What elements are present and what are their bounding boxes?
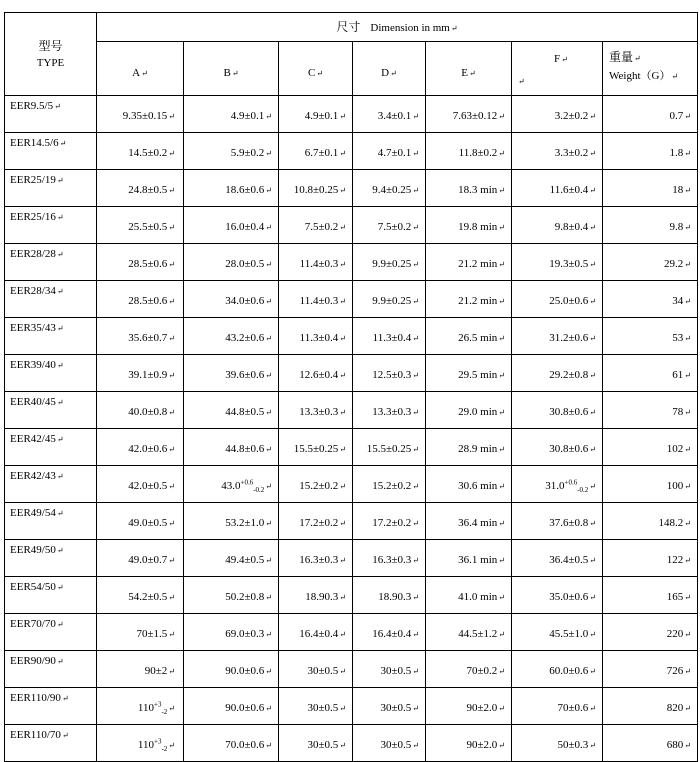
value-cell-d: 12.5±0.3↵ [353,355,426,392]
value-cell-b: 5.9±0.2↵ [184,133,279,170]
type-cell: EER9.5/5↵ [5,96,97,133]
value-cell-a: 49.0±0.7↵ [97,540,184,577]
header-row-1 [5,13,698,42]
table-row [5,355,698,392]
value-cell-c: 4.9±0.1↵ [279,96,353,133]
value-cell-w: 148.2↵ [603,503,698,540]
value-cell-b: 28.0±0.5↵ [184,244,279,281]
value-cell-c: 30±0.5↵ [279,688,353,725]
value-cell-c: 30±0.5↵ [279,651,353,688]
value-cell-c: 11.4±0.3↵ [279,281,353,318]
value-cell-a: 14.5±0.2↵ [97,133,184,170]
type-cell: EER49/50↵ [5,540,97,577]
value-cell-w: 102↵ [603,429,698,466]
table-row [5,651,698,688]
value-cell-c: 11.3±0.4↵ [279,318,353,355]
value-cell-d: 9.9±0.25↵ [353,244,426,281]
value-cell-w: 53↵ [603,318,698,355]
type-cell: EER42/43↵ [5,466,97,503]
value-cell-b: 39.6±0.6↵ [184,355,279,392]
type-cell: EER25/16↵ [5,207,97,244]
value-cell-c: 10.8±0.25↵ [279,170,353,207]
table-row [5,429,698,466]
value-cell-e: 29.5 min↵ [426,355,512,392]
value-cell-c: 16.4±0.4↵ [279,614,353,651]
value-cell-e: 90±2.0↵ [426,725,512,762]
value-cell-f: 19.3±0.5↵ [512,244,603,281]
type-cell: EER35/43↵ [5,318,97,355]
table-row [5,725,698,762]
value-cell-a: 90±2↵ [97,651,184,688]
type-cell: EER39/40↵ [5,355,97,392]
table-row [5,318,698,355]
type-cell: EER49/54↵ [5,503,97,540]
value-cell-e: 18.3 min↵ [426,170,512,207]
value-cell-w: 78↵ [603,392,698,429]
value-cell-c: 15.2±0.2↵ [279,466,353,503]
value-cell-w: 122↵ [603,540,698,577]
value-cell-f: 37.6±0.8↵ [512,503,603,540]
value-cell-f: 45.5±1.0↵ [512,614,603,651]
type-header-en: TYPE [36,56,65,69]
value-cell-w: 1.8↵ [603,133,698,170]
value-cell-e: 21.2 min↵ [426,281,512,318]
value-cell-c: 17.2±0.2↵ [279,503,353,540]
value-cell-b: 4.9±0.1↵ [184,96,279,133]
type-cell: EER110/70↵ [5,725,97,762]
value-cell-a: 49.0±0.5↵ [97,503,184,540]
value-cell-d: 13.3±0.3↵ [353,392,426,429]
value-cell-c: 15.5±0.25↵ [279,429,353,466]
col-header-f: F↵ ↵ [512,42,603,96]
value-cell-f: $31.0^{+0.6}_{-0.2}↵$ [512,466,603,503]
value-cell-f: 60.0±0.6↵ [512,651,603,688]
table-row [5,540,698,577]
table-row [5,392,698,429]
value-cell-w: 61↵ [603,355,698,392]
value-cell-b: 44.8±0.6↵ [184,429,279,466]
table-row [5,503,698,540]
type-cell: EER28/34↵ [5,281,97,318]
value-cell-b: 34.0±0.6↵ [184,281,279,318]
value-cell-c: 11.4±0.3↵ [279,244,353,281]
value-cell-a: $110^{+3}_{-2}↵$ [97,725,184,762]
type-cell: EER28/28↵ [5,244,97,281]
value-cell-e: 30.6 min↵ [426,466,512,503]
type-header [5,13,97,96]
value-cell-c: 13.3±0.3↵ [279,392,353,429]
value-cell-f: 70±0.6↵ [512,688,603,725]
type-cell: EER110/90↵ [5,688,97,725]
value-cell-d: 30±0.5↵ [353,651,426,688]
value-cell-w: 220↵ [603,614,698,651]
table-row [5,244,698,281]
col-header-d: D↵ [353,42,426,96]
value-cell-d: 9.4±0.25↵ [353,170,426,207]
value-cell-e: 11.8±0.2↵ [426,133,512,170]
value-cell-a: 42.0±0.5↵ [97,466,184,503]
value-cell-f: 3.2±0.2↵ [512,96,603,133]
value-cell-w: 820↵ [603,688,698,725]
value-cell-w: 100↵ [603,466,698,503]
type-header-cn: 型号 [38,38,63,53]
value-cell-a: 54.2±0.5↵ [97,577,184,614]
value-cell-w: 29.2↵ [603,244,698,281]
header-row-2 [5,42,698,96]
value-cell-c: 12.6±0.4↵ [279,355,353,392]
table-row [5,133,698,170]
table-row [5,466,698,503]
dimension-header: 尺寸 Dimension in mm↵ [97,13,698,42]
value-cell-b: 18.6±0.6↵ [184,170,279,207]
value-cell-e: 7.63±0.12↵ [426,96,512,133]
weight-header-cn: 重量 [609,50,634,64]
col-header-b: B↵ [184,42,279,96]
table-row [5,96,698,133]
value-cell-d: 7.5±0.2↵ [353,207,426,244]
value-cell-c: 16.3±0.3↵ [279,540,353,577]
table-row [5,614,698,651]
value-cell-a: 24.8±0.5↵ [97,170,184,207]
value-cell-c: 7.5±0.2↵ [279,207,353,244]
table-row [5,577,698,614]
type-cell: EER14.5/6↵ [5,133,97,170]
value-cell-e: 36.4 min↵ [426,503,512,540]
value-cell-a: 35.6±0.7↵ [97,318,184,355]
value-cell-a: 39.1±0.9↵ [97,355,184,392]
value-cell-d: 30±0.5↵ [353,725,426,762]
value-cell-d: 9.9±0.25↵ [353,281,426,318]
value-cell-f: 29.2±0.8↵ [512,355,603,392]
col-header-e: E↵ [426,42,512,96]
table-row [5,207,698,244]
type-cell: EER25/19↵ [5,170,97,207]
value-cell-e: 90±2.0↵ [426,688,512,725]
table-row [5,688,698,725]
value-cell-f: 9.8±0.4↵ [512,207,603,244]
type-cell: EER70/70↵ [5,614,97,651]
value-cell-a: 25.5±0.5↵ [97,207,184,244]
table-row [5,281,698,318]
col-header-a: A↵ [97,42,184,96]
value-cell-b: 50.2±0.8↵ [184,577,279,614]
type-cell: EER42/45↵ [5,429,97,466]
value-cell-e: 41.0 min↵ [426,577,512,614]
value-cell-f: 25.0±0.6↵ [512,281,603,318]
value-cell-d: 11.3±0.4↵ [353,318,426,355]
value-cell-c: 18.90.3↵ [279,577,353,614]
value-cell-a: 28.5±0.6↵ [97,281,184,318]
value-cell-w: 9.8↵ [603,207,698,244]
value-cell-c: 6.7±0.1↵ [279,133,353,170]
value-cell-b: 44.8±0.5↵ [184,392,279,429]
value-cell-b: 70.0±0.6↵ [184,725,279,762]
dimension-header-cn: 尺寸 [336,19,361,34]
value-cell-f: 30.8±0.6↵ [512,392,603,429]
col-header-weight: 重量↵ Weight（G）↵ [603,42,698,96]
value-cell-b: $43.0^{+0.6}_{-0.2}↵$ [184,466,279,503]
value-cell-b: 16.0±0.4↵ [184,207,279,244]
value-cell-d: 15.5±0.25↵ [353,429,426,466]
value-cell-a: $110^{+3}_{-2}↵$ [97,688,184,725]
value-cell-f: 36.4±0.5↵ [512,540,603,577]
value-cell-w: 34↵ [603,281,698,318]
weight-header-en: Weight（G） [609,69,671,82]
value-cell-e: 21.2 min↵ [426,244,512,281]
type-cell: EER90/90↵ [5,651,97,688]
dimension-table [4,12,698,762]
value-cell-f: 31.2±0.6↵ [512,318,603,355]
value-cell-d: 16.3±0.3↵ [353,540,426,577]
value-cell-b: 53.2±1.0↵ [184,503,279,540]
table-row [5,170,698,207]
type-cell: EER54/50↵ [5,577,97,614]
value-cell-w: 18↵ [603,170,698,207]
value-cell-a: 9.35±0.15↵ [97,96,184,133]
value-cell-e: 26.5 min↵ [426,318,512,355]
value-cell-w: 165↵ [603,577,698,614]
value-cell-d: 17.2±0.2↵ [353,503,426,540]
value-cell-b: 69.0±0.3↵ [184,614,279,651]
value-cell-e: 36.1 min↵ [426,540,512,577]
value-cell-c: 30±0.5↵ [279,725,353,762]
value-cell-f: 3.3±0.2↵ [512,133,603,170]
value-cell-d: 30±0.5↵ [353,688,426,725]
value-cell-a: 70±1.5↵ [97,614,184,651]
value-cell-d: 15.2±0.2↵ [353,466,426,503]
value-cell-e: 19.8 min↵ [426,207,512,244]
value-cell-w: 0.7↵ [603,96,698,133]
value-cell-a: 28.5±0.6↵ [97,244,184,281]
spec-table-container [4,12,698,762]
value-cell-d: 16.4±0.4↵ [353,614,426,651]
value-cell-b: 43.2±0.6↵ [184,318,279,355]
value-cell-f: 30.8±0.6↵ [512,429,603,466]
value-cell-f: 11.6±0.4↵ [512,170,603,207]
value-cell-d: 18.90.3↵ [353,577,426,614]
value-cell-f: 50±0.3↵ [512,725,603,762]
value-cell-w: 680↵ [603,725,698,762]
value-cell-a: 40.0±0.8↵ [97,392,184,429]
value-cell-e: 29.0 min↵ [426,392,512,429]
col-header-c: C↵ [279,42,353,96]
value-cell-w: 726↵ [603,651,698,688]
value-cell-a: 42.0±0.6↵ [97,429,184,466]
value-cell-f: 35.0±0.6↵ [512,577,603,614]
dimension-header-en: Dimension in mm [370,21,450,34]
value-cell-e: 28.9 min↵ [426,429,512,466]
value-cell-b: 90.0±0.6↵ [184,688,279,725]
type-cell: EER40/45↵ [5,392,97,429]
value-cell-e: 70±0.2↵ [426,651,512,688]
value-cell-b: 49.4±0.5↵ [184,540,279,577]
value-cell-d: 3.4±0.1↵ [353,96,426,133]
value-cell-e: 44.5±1.2↵ [426,614,512,651]
value-cell-b: 90.0±0.6↵ [184,651,279,688]
value-cell-d: 4.7±0.1↵ [353,133,426,170]
